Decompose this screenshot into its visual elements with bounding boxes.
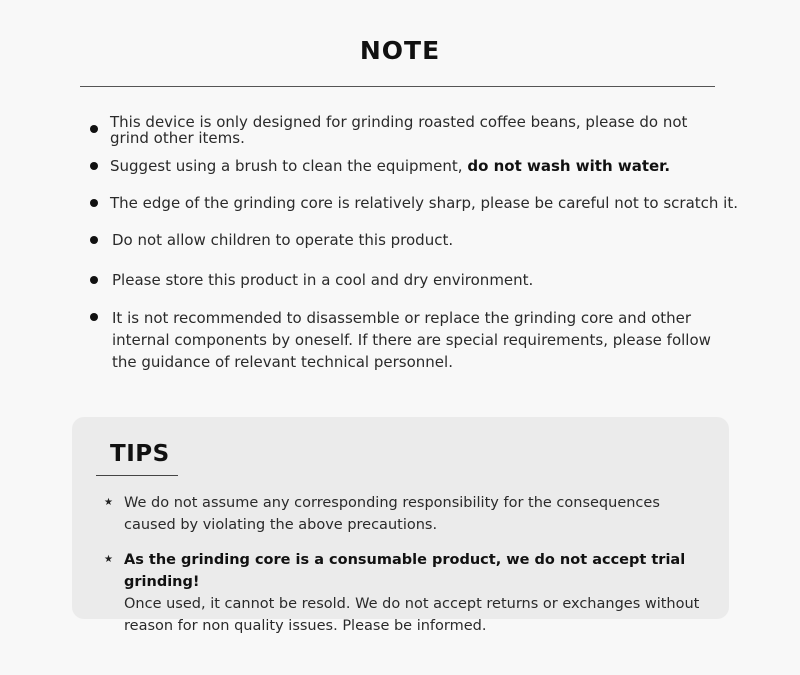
note-item-6-line-2: internal components by oneself. If there are special requirements, please follow — [112, 331, 711, 349]
note-title: NOTE — [359, 36, 441, 65]
note-item-1-line-1: This device is only designed for grinding roasted coffee beans, please do not — [110, 113, 688, 131]
tip-item-2-line-1: Once used, it cannot be resold. We do not accept returns or exchanges without — [124, 596, 700, 612]
note-item-4-text: Do not allow children to operate this product. — [112, 231, 454, 249]
tip-item-2 — [104, 549, 724, 637]
note-item-1 — [90, 114, 760, 146]
tip-item-1-line-2: caused by violating the above precautions. — [124, 517, 438, 533]
note-item-2-bold: do not wash with water. — [467, 157, 671, 175]
note-divider — [80, 86, 715, 87]
note-item-5 — [90, 271, 760, 290]
bullet-icon — [90, 313, 98, 321]
star-icon: ★ — [104, 554, 113, 565]
bullet-icon — [90, 199, 98, 207]
tip-item-1 — [104, 492, 724, 536]
note-item-2 — [90, 157, 760, 176]
tip-item-1-line-1: We do not assume any corresponding responsibility for the consequences — [124, 495, 660, 511]
tips-divider — [96, 475, 178, 476]
bullet-icon — [90, 276, 98, 284]
note-item-1-line-2: grind other items. — [110, 129, 245, 147]
note-item-3-text: The edge of the grinding core is relatively sharp, please be careful not to scratch it. — [110, 194, 739, 212]
bullet-icon — [90, 162, 98, 170]
tips-title: TIPS — [110, 441, 170, 467]
note-item-4 — [90, 231, 760, 250]
bullet-icon — [90, 236, 98, 244]
note-item-6 — [90, 307, 760, 373]
note-item-2-text: Suggest using a brush to clean the equipment, — [110, 157, 468, 175]
note-item-3 — [90, 194, 760, 213]
tip-item-2-line-2: reason for non quality issues. Please be informed. — [124, 618, 487, 634]
tip-item-2-bold: As the grinding core is a consumable product, we do not accept trial grinding! — [124, 552, 686, 590]
note-item-6-line-3: the guidance of relevant technical personnel. — [112, 353, 453, 371]
note-item-5-text: Please store this product in a cool and dry environment. — [112, 271, 534, 289]
note-item-6-line-1: It is not recommended to disassemble or replace the grinding core and other — [112, 309, 692, 327]
star-icon: ★ — [104, 497, 113, 508]
bullet-icon — [90, 125, 98, 133]
